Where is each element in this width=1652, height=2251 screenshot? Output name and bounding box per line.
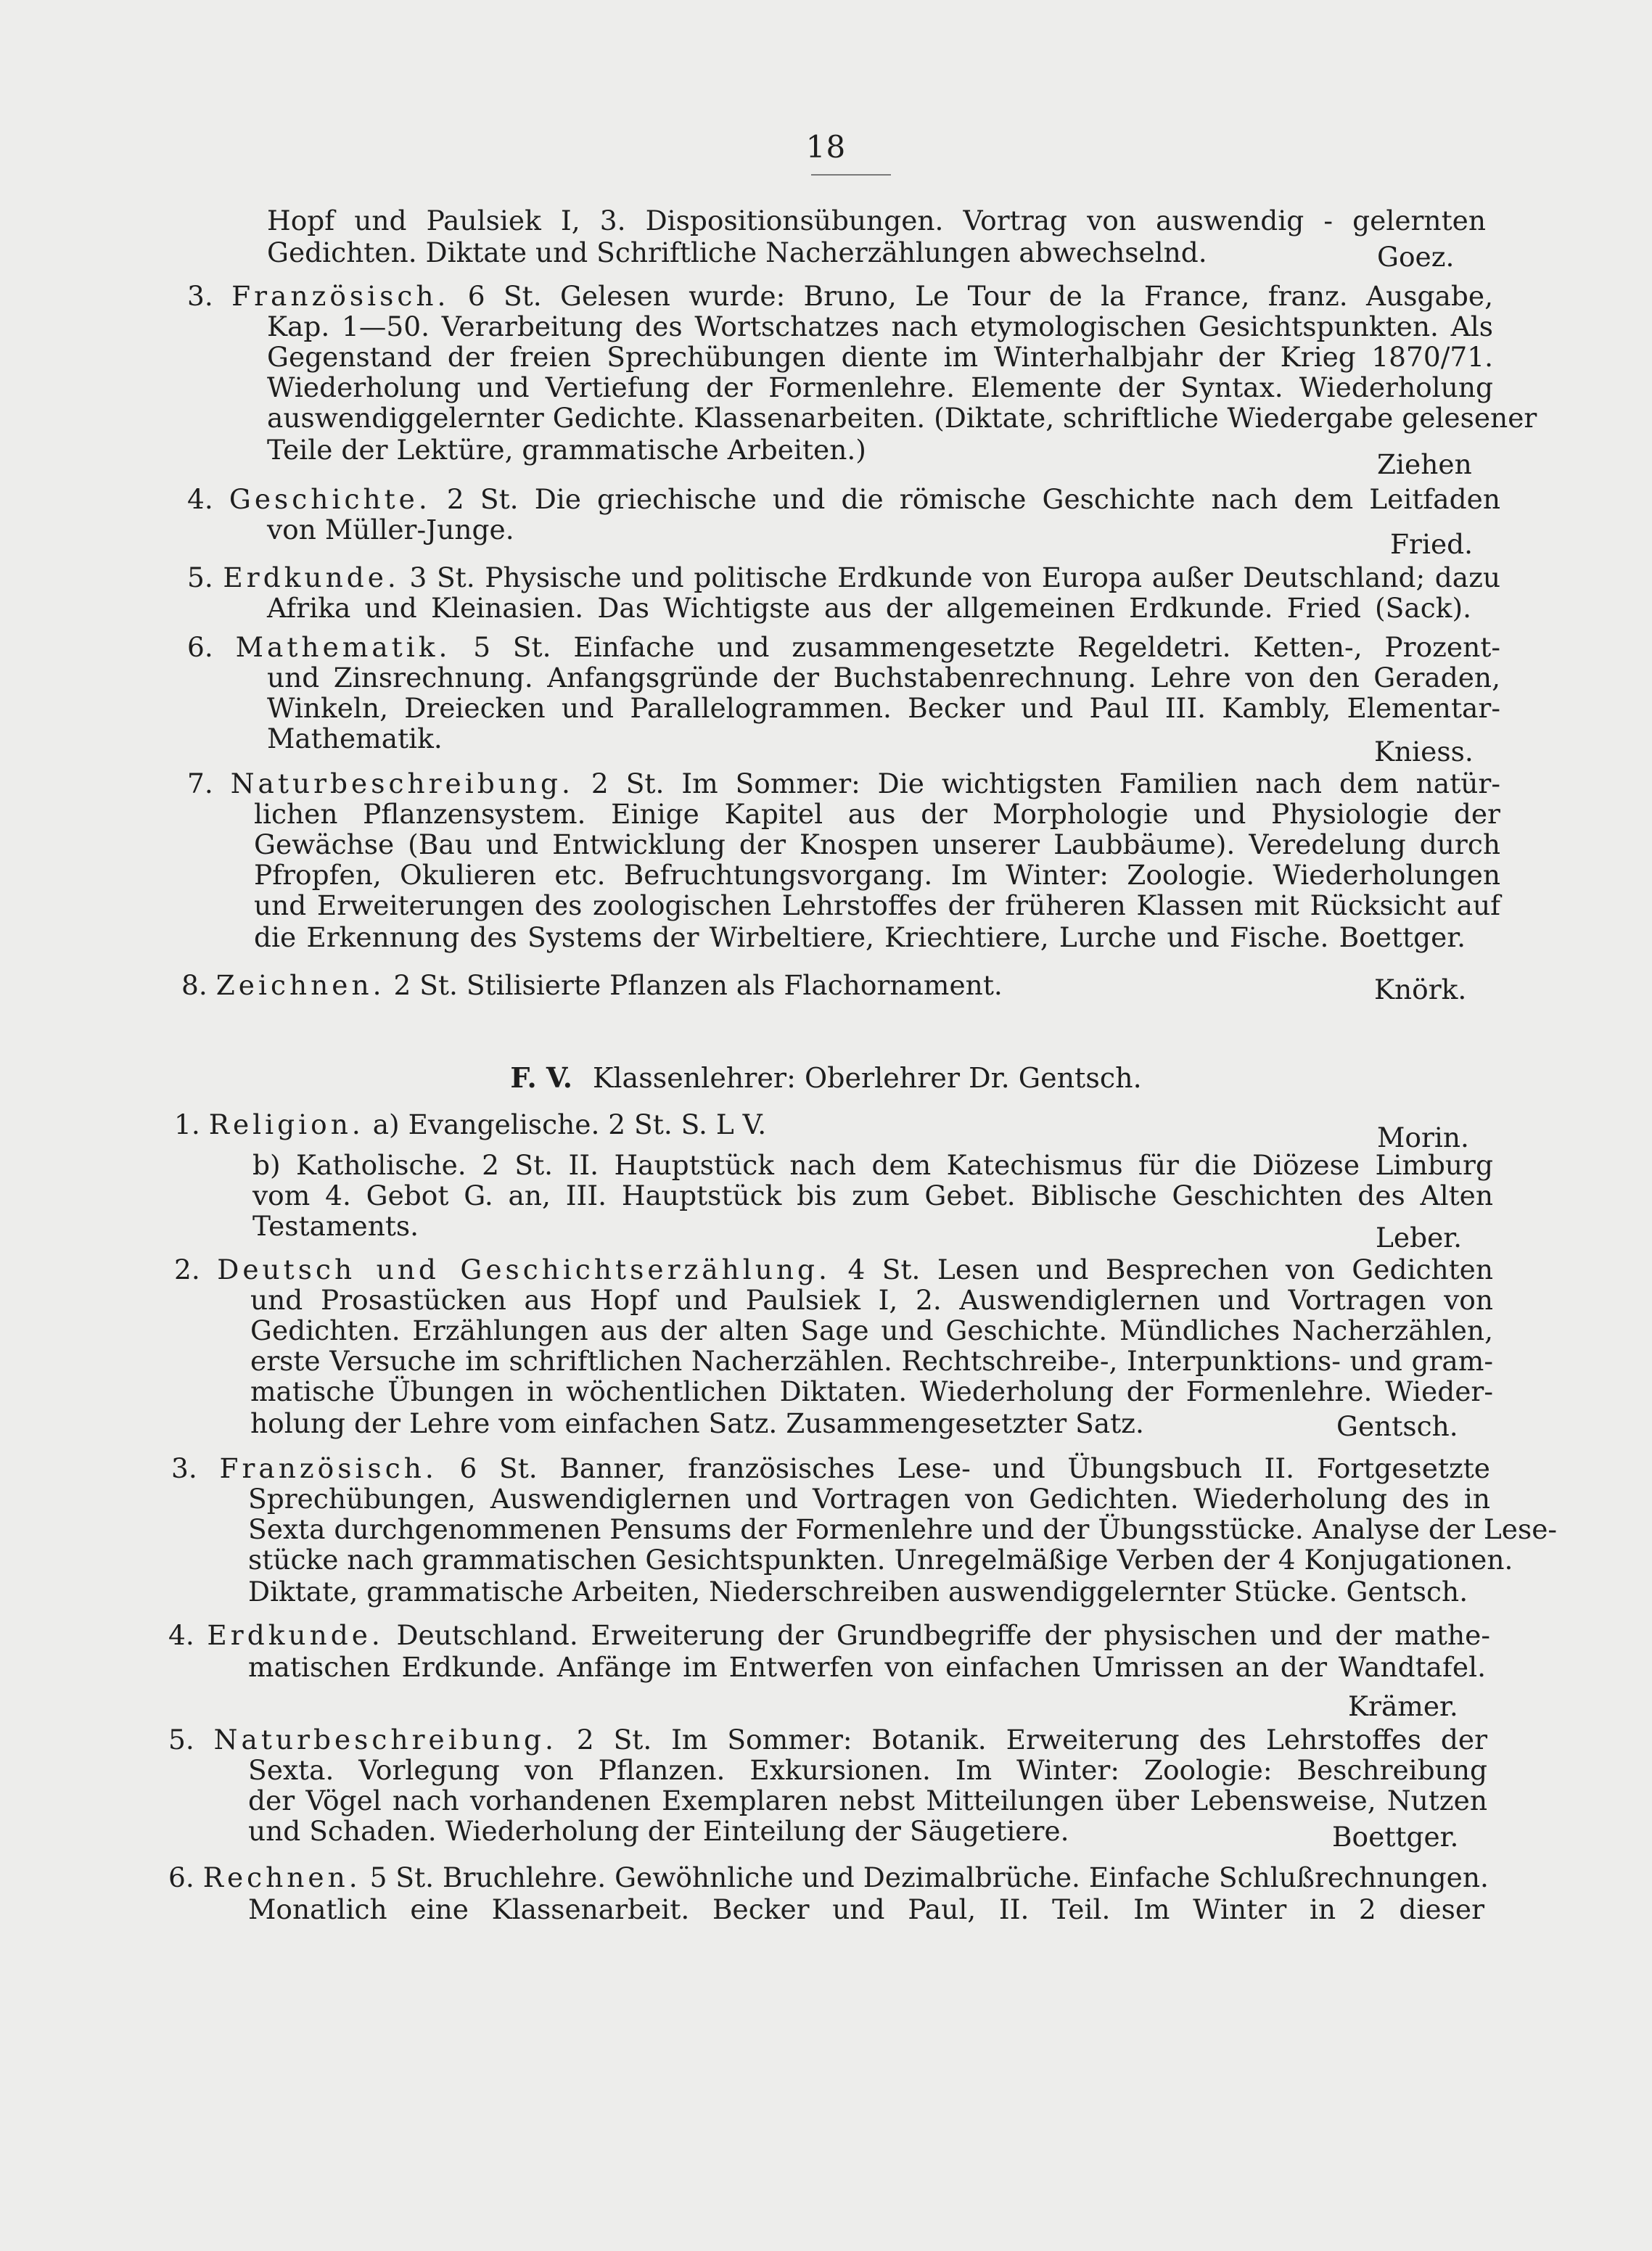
text-line: auswendiggelernter Gedichte. Klassenarbeiten. (Diktate, schriftliche Wiedergabe gelesener xyxy=(267,402,1537,434)
item-text: 2 St. Stilisierte Pflanzen als Flachornament. xyxy=(393,969,1003,1001)
teacher-name: Goez. xyxy=(1377,241,1455,273)
teacher-name: Morin. xyxy=(1377,1122,1469,1153)
item-number: 2. xyxy=(174,1254,200,1285)
subject-title: Naturbeschreibung. xyxy=(230,768,574,799)
text-line: Gewächse (Bau und Entwicklung der Knospen unserer Laubbäume). Veredelung durch xyxy=(254,828,1500,860)
item-number: 5. xyxy=(187,561,213,593)
text-line: von Müller-Junge. xyxy=(267,514,514,546)
list-item-geschichte xyxy=(187,483,1500,515)
subject-title: Erdkunde. xyxy=(207,1619,384,1651)
text-line: stücke nach grammatischen Gesichtspunkten. Unregelmäßige Verben der 4 Konjugationen. xyxy=(248,1544,1513,1576)
text-line: Hopf und Paulsiek I, 3. Dispositionsübungen. Vortrag von auswendig - gelernten xyxy=(267,205,1486,236)
item-number: 7. xyxy=(187,768,213,799)
teacher-name: Leber. xyxy=(1376,1222,1463,1254)
item-number: 3. xyxy=(171,1452,197,1484)
teacher-name: Ziehen xyxy=(1377,448,1472,480)
item-text: 4 St. Lesen und Besprechen von Gedichten xyxy=(847,1254,1494,1285)
text-line: der Vögel nach vorhandenen Exemplaren nebst Mitteilungen über Lebensweise, Nutzen xyxy=(248,1785,1487,1816)
text-line: und Prosastücken aus Hopf und Paulsiek I, 2. Auswendiglernen und Vortragen von xyxy=(250,1284,1493,1316)
list-item-zeichnen xyxy=(181,969,1003,1001)
text-line: und Erweiterungen des zoologischen Lehrstoffes der früheren Klassen mit Rücksicht auf xyxy=(254,889,1500,921)
text-line: lichen Pflanzensystem. Einige Kapitel aus der Morphologie und Physiologie der xyxy=(254,798,1500,830)
text-line: erste Versuche im schriftlichen Nacherzählen. Rechtschreibe-, Interpunktions- und gram- xyxy=(250,1345,1493,1377)
subject-title: Deutsch und Geschichtserzählung. xyxy=(217,1254,831,1285)
subject-title: Rechnen. xyxy=(202,1861,361,1893)
page-number: 18 xyxy=(805,129,847,165)
item-number: 6. xyxy=(187,631,213,663)
item-text: 2 St. Im Sommer: Die wichtigsten Familien nach dem natür- xyxy=(591,768,1501,799)
text-line: Sprechübungen, Auswendiglernen und Vortragen von Gedichten. Wiederholung des in xyxy=(248,1483,1490,1515)
list-item-naturbeschreibung xyxy=(187,768,1500,799)
list-item-mathematik xyxy=(187,631,1500,663)
list-item-erdkunde-v xyxy=(168,1619,1490,1651)
subject-title: Mathematik. xyxy=(235,631,451,663)
subject-title: Französisch. xyxy=(219,1452,437,1484)
item-number: 3. xyxy=(187,280,213,312)
list-item-religion xyxy=(174,1108,766,1140)
item-number: 5. xyxy=(168,1724,194,1756)
item-text: 5 St. Bruchlehre. Gewöhnliche und Dezimalbrüche. Einfache Schlußrechnungen. xyxy=(369,1861,1489,1893)
list-item-naturbeschreibung-v xyxy=(168,1724,1487,1756)
text-line: Testaments. xyxy=(252,1210,419,1242)
item-text: 5 St. Einfache und zusammengesetzte Regeldetri. Ketten-, Prozent- xyxy=(473,631,1501,663)
page-number-rule xyxy=(811,174,891,176)
teacher-name: Fried. xyxy=(1390,528,1474,560)
text-line: und Zinsrechnung. Anfangsgründe der Buchstabenrechnung. Lehre von den Geraden, xyxy=(267,662,1500,694)
list-item-erdkunde xyxy=(187,561,1500,593)
text-line: Gedichten. Diktate und Schriftliche Nacherzählungen abwechselnd. xyxy=(267,236,1207,268)
item-text: Deutschland. Erweiterung der Grundbegriffe der physischen und der mathe- xyxy=(396,1619,1490,1651)
text-line: Gedichten. Erzählungen aus der alten Sage und Geschichte. Mündliches Nacherzählen, xyxy=(250,1314,1493,1346)
teacher-name: Knörk. xyxy=(1374,974,1467,1005)
text-line: matische Übungen in wöchentlichen Diktaten. Wiederholung der Formenlehre. Wieder- xyxy=(250,1375,1493,1407)
item-text: 2 St. Im Sommer: Botanik. Erweiterung des Lehrstoffes der xyxy=(576,1724,1488,1756)
item-text: a) Evangelische. 2 St. S. L V. xyxy=(372,1108,767,1140)
text-line: Mathematik. xyxy=(267,723,443,754)
section-label: F. V. xyxy=(510,1061,572,1094)
teacher-name: Kniess. xyxy=(1374,736,1474,768)
item-number: 4. xyxy=(187,483,213,515)
text-line: Winkeln, Dreiecken und Parallelogrammen. Becker und Paul III. Kambly, Elementar- xyxy=(267,692,1500,724)
subject-title: Naturbeschreibung. xyxy=(213,1724,557,1756)
list-item-deutsch xyxy=(174,1254,1493,1285)
teacher-name: Krämer. xyxy=(1348,1690,1458,1722)
text-line: b) Katholische. 2 St. II. Hauptstück nach dem Katechismus für die Diözese Limburg xyxy=(252,1149,1493,1181)
text-line: Afrika und Kleinasien. Das Wichtigste aus der allgemeinen Erdkunde. Fried (Sack). xyxy=(267,592,1471,624)
list-item-rechnen xyxy=(168,1861,1489,1893)
item-text: 3 St. Physische und politische Erdkunde von Europa außer Deutschland; dazu xyxy=(409,561,1500,593)
text-line: Teile der Lektüre, grammatische Arbeiten.) xyxy=(267,434,866,466)
subject-title: Französisch. xyxy=(231,280,450,312)
text-line: Pfropfen, Okulieren etc. Befruchtungsvorgang. Im Winter: Zoologie. Wiederholungen xyxy=(254,859,1500,891)
text-line: die Erkennung des Systems der Wirbeltiere, Kriechtiere, Lurche und Fische. Boettger. xyxy=(254,921,1466,953)
text-line: vom 4. Gebot G. an, III. Hauptstück bis zum Gebet. Biblische Geschichten des Alten xyxy=(252,1180,1493,1211)
item-text: 6 St. Banner, französisches Lese- und Übungsbuch II. Fortgesetzte xyxy=(459,1452,1490,1484)
list-item-franzoesisch xyxy=(187,280,1493,312)
text-line: Gegenstand der freien Sprechübungen diente im Winterhalbjahr der Krieg 1870/71. xyxy=(267,341,1493,373)
subject-title: Erdkunde. xyxy=(223,561,400,593)
text-line: holung der Lehre vom einfachen Satz. Zusammengesetzter Satz. xyxy=(250,1407,1144,1439)
subject-title: Religion. xyxy=(208,1108,364,1140)
text-line: und Schaden. Wiederholung der Einteilung der Säugetiere. xyxy=(248,1815,1069,1847)
text-line: Sexta. Vorlegung von Pflanzen. Exkursionen. Im Winter: Zoologie: Beschreibung xyxy=(248,1754,1487,1786)
teacher-name: Boettger. xyxy=(1332,1821,1459,1853)
subject-title: Zeichnen. xyxy=(215,969,385,1001)
section-text: Klassenlehrer: Oberlehrer Dr. Gentsch. xyxy=(593,1062,1142,1094)
item-text: 2 St. Die griechische und die römische Geschichte nach dem Leitfaden xyxy=(446,483,1500,515)
item-text: 6 St. Gelesen wurde: Bruno, Le Tour de la France, franz. Ausgabe, xyxy=(467,280,1494,312)
text-line: Diktate, grammatische Arbeiten, Niederschreiben auswendiggelernter Stücke. Gentsch. xyxy=(248,1576,1468,1608)
section-heading xyxy=(0,1061,1652,1095)
text-line: Sexta durchgenommenen Pensums der Formenlehre und der Übungsstücke. Analyse der Lese- xyxy=(248,1513,1558,1545)
text-line: matischen Erdkunde. Anfänge im Entwerfen von einfachen Umrissen an der Wandtafel. xyxy=(248,1651,1486,1683)
list-item-franzoesisch-v xyxy=(171,1452,1490,1484)
subject-title: Geschichte. xyxy=(229,483,431,515)
text-line: Kap. 1—50. Verarbeitung des Wortschatzes nach etymologischen Gesichtspunkten. Als xyxy=(267,310,1493,342)
text-line: Wiederholung und Vertiefung der Formenlehre. Elemente der Syntax. Wiederholung xyxy=(267,371,1493,403)
item-number: 4. xyxy=(168,1619,194,1651)
text-line: Monatlich eine Klassenarbeit. Becker und Paul, II. Teil. Im Winter in 2 dieser xyxy=(248,1893,1484,1925)
teacher-name: Gentsch. xyxy=(1336,1410,1458,1442)
item-number: 8. xyxy=(181,969,207,1001)
item-number: 1. xyxy=(174,1108,200,1140)
item-number: 6. xyxy=(168,1861,194,1893)
